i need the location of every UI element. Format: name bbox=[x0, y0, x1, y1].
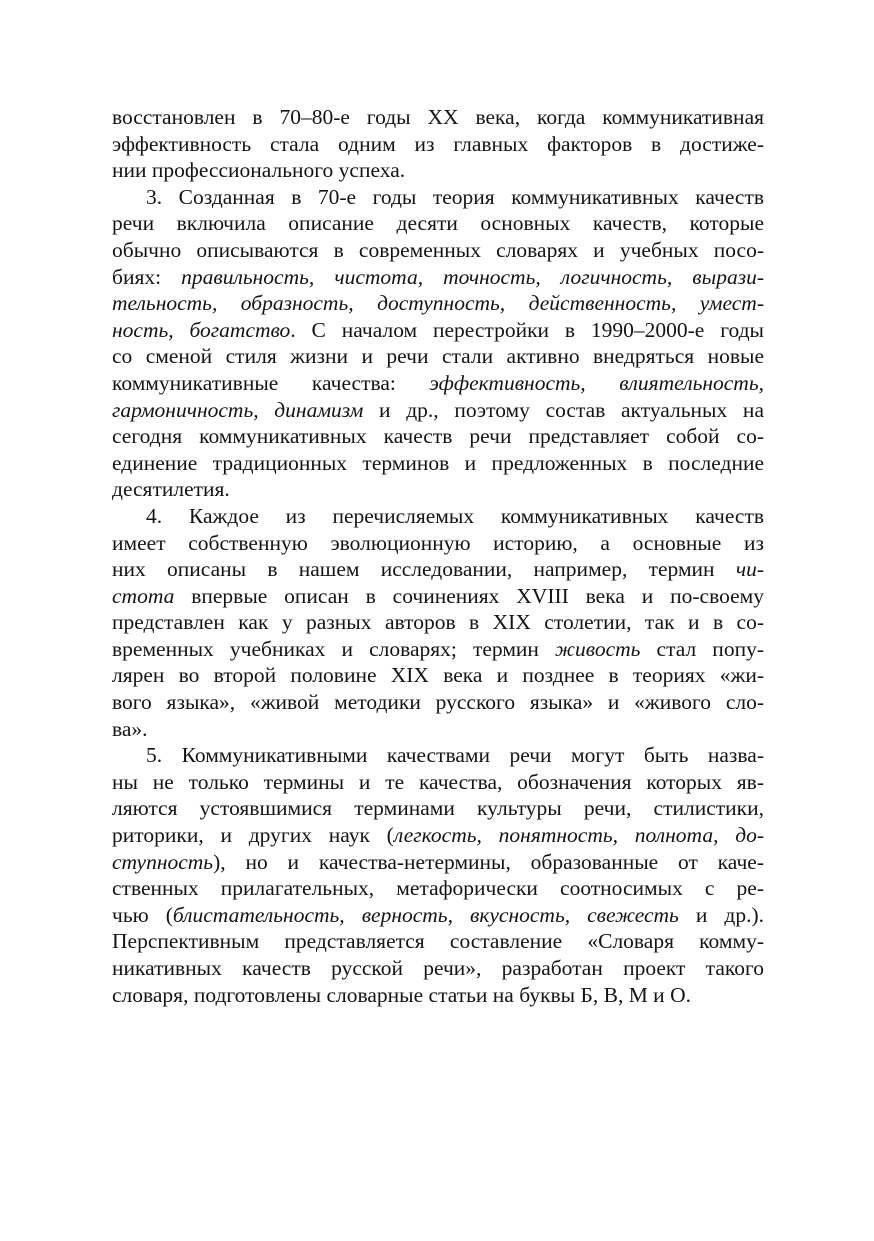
paragraph-point-5 bbox=[112, 742, 764, 1008]
text-line: десятилетия. bbox=[112, 477, 230, 502]
text-line: Перспективным представляется составление «Словаря комму- bbox=[112, 929, 764, 954]
text-line: биях: правильность, чистота, точность, логичность, вырази- bbox=[112, 264, 764, 289]
italic-term: ность, богатство bbox=[112, 317, 291, 342]
italic-term: живость bbox=[555, 636, 641, 661]
italic-term: стота bbox=[112, 583, 175, 608]
text-line: речи включила описание десяти основных качеств, которые bbox=[112, 211, 764, 236]
text-line: стота впервые описан в сочинениях XVIII века и по-своему bbox=[112, 583, 764, 608]
text-line: единение традиционных терминов и предложенных в последние bbox=[112, 450, 764, 475]
text-line: ность, богатство. С началом перестройки в 1990–2000-е годы bbox=[112, 317, 764, 342]
text-line: 3. Созданная в 70-е годы теория коммуникативных качеств bbox=[146, 184, 764, 209]
italic-term: блистательность, верность, вкусность, свежесть bbox=[172, 902, 679, 927]
text-line: нии профессионального успеха. bbox=[112, 158, 406, 183]
italic-term: гармоничность, динамизм bbox=[112, 397, 364, 422]
text-line: вого языка», «живой методики русского языка» и «живого сло- bbox=[112, 690, 764, 715]
text-line: ственных прилагательных, метафорически соотносимых с ре- bbox=[112, 876, 764, 901]
text-line: ляются устоявшимися терминами культуры речи, стилистики, bbox=[112, 796, 764, 821]
italic-term: чи- bbox=[735, 557, 764, 582]
text-line: чью (блистательность, верность, вкусность, свежесть и др.). bbox=[112, 902, 764, 927]
text-line: временных учебниках и словарях; термин живость стал попу- bbox=[112, 636, 764, 661]
text-line: ва». bbox=[112, 716, 148, 741]
text-line: представлен как у разных авторов в XIX столетии, так и в со- bbox=[112, 610, 764, 635]
text-line: гармоничность, динамизм и др., поэтому состав актуальных на bbox=[112, 397, 764, 422]
text-line: лярен во второй половине XIX века и позднее в теориях «жи- bbox=[112, 663, 764, 688]
text-line bbox=[112, 290, 764, 317]
page-body bbox=[112, 104, 764, 1008]
text-line: сегодня коммуникативных качеств речи представляет собой со- bbox=[112, 424, 764, 449]
text-line: восстановлен в 70–80-е годы XX века, когда коммуникативная bbox=[112, 105, 764, 129]
text-line: словаря, подготовлены словарные статьи на буквы Б, В, М и О. bbox=[112, 982, 691, 1007]
text-line: коммуникативные качества: эффективность, влиятельность, bbox=[112, 370, 764, 395]
text-line: никативных качеств русской речи», разработан проект такого bbox=[112, 956, 764, 980]
paragraph-point-3 bbox=[112, 184, 764, 503]
text-line: ступность), но и качества-нетермины, образованные от каче- bbox=[112, 849, 764, 874]
text-line: 4. Каждое из перечисляемых коммуникативных качеств bbox=[146, 503, 764, 528]
text-line: эффективность стала одним из главных факторов в достиже- bbox=[112, 131, 764, 156]
italic-term: ступность bbox=[112, 849, 214, 874]
italic-term: правильность, чистота, точность, логичность, вырази- bbox=[181, 264, 764, 289]
text-line: обычно описываются в современных словарях и учебных посо- bbox=[112, 237, 764, 262]
paragraph-point-4 bbox=[112, 503, 764, 742]
text-line: со сменой стиля жизни и речи стали активно внедряться новые bbox=[112, 344, 764, 369]
text-line: риторики, и других наук (легкость, понятность, полнота, до- bbox=[112, 823, 764, 848]
italic-term: тельность, образность, доступность, действенность, умест- bbox=[112, 291, 764, 316]
text-line: ны не только термины и те качества, обозначения которых яв- bbox=[112, 769, 764, 794]
italic-term: эффективность, влиятельность, bbox=[429, 370, 764, 395]
text-line: них описаны в нашем исследовании, например, термин чи- bbox=[112, 557, 764, 582]
text-line: 5. Коммуникативными качествами речи могут быть назва- bbox=[146, 743, 764, 768]
text-line: имеет собственную эволюционную историю, а основные из bbox=[112, 530, 764, 555]
paragraph-intro bbox=[112, 104, 764, 184]
italic-term: легкость, понятность, полнота, до- bbox=[393, 823, 764, 848]
